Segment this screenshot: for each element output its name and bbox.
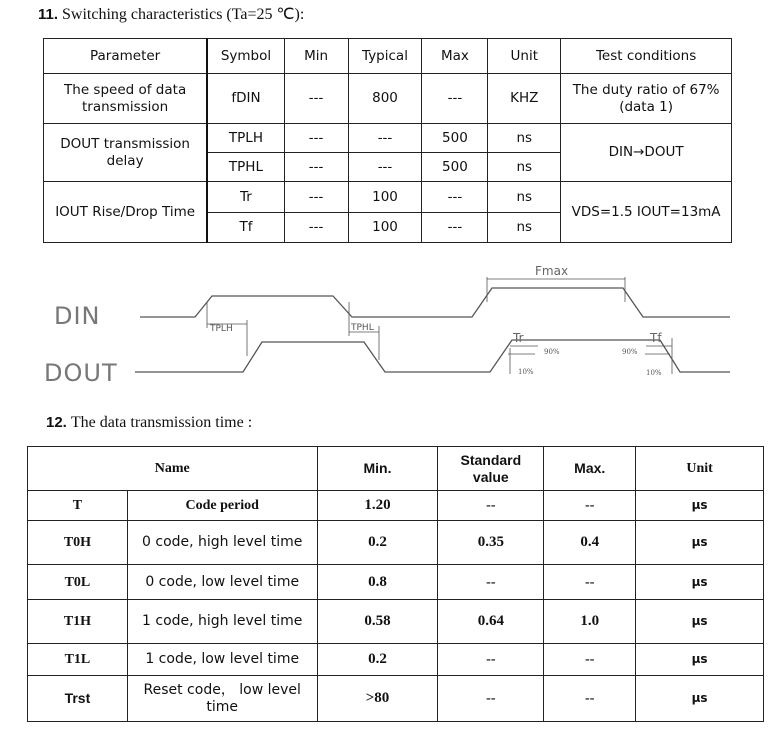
col-min: Min (284, 39, 348, 74)
typ-cell: --- (348, 153, 422, 182)
col-max: Max. (544, 447, 636, 491)
param-cell: DOUT transmission delay (44, 124, 208, 182)
unit-cell: μs (636, 676, 764, 722)
symbol-cell: T0H (28, 521, 128, 565)
col-unit: Unit (488, 39, 561, 74)
unit-cell: μs (636, 565, 764, 600)
max-cell: --- (422, 213, 488, 243)
min-cell: 1.20 (317, 491, 438, 521)
data-transmission-time-table (27, 446, 764, 722)
timing-diagram (40, 262, 740, 387)
std-cell: -- (438, 491, 544, 521)
typ-cell: 800 (348, 74, 422, 124)
din-label: DIN (54, 302, 101, 330)
table-row (44, 124, 732, 153)
typ-cell: 100 (348, 182, 422, 213)
header-row (44, 39, 732, 74)
min-cell: --- (284, 182, 348, 213)
unit-cell: ns (488, 124, 561, 153)
std-cell: -- (438, 644, 544, 676)
unit-cell: μs (636, 600, 764, 644)
col-min: Min. (317, 447, 438, 491)
desc-cell: Code period (127, 491, 317, 521)
table-row (28, 565, 764, 600)
unit-cell: KHZ (488, 74, 561, 124)
max-cell: -- (544, 676, 636, 722)
col-test-conditions: Test conditions (561, 39, 732, 74)
min-cell: --- (284, 124, 348, 153)
col-name: Name (28, 447, 318, 491)
dout-label: DOUT (44, 359, 118, 387)
max-cell: -- (544, 491, 636, 521)
unit-cell: μs (636, 521, 764, 565)
cond-cell: VDS=1.5 IOUT=13mA (561, 182, 732, 243)
std-cell: 0.64 (438, 600, 544, 644)
col-standard: Standard value (438, 447, 544, 491)
desc-cell: 1 code, high level time (127, 600, 317, 644)
tf-90-label: 90% (622, 348, 638, 356)
min-cell: 0.8 (317, 565, 438, 600)
max-cell: 500 (422, 124, 488, 153)
max-cell: -- (544, 644, 636, 676)
std-cell: -- (438, 565, 544, 600)
tf-10-label: 10% (646, 369, 662, 377)
symbol-cell: T1H (28, 600, 128, 644)
col-unit: Unit (636, 447, 764, 491)
symbol-cell: T0L (28, 565, 128, 600)
min-cell: --- (284, 213, 348, 243)
tplh-label: TPLH (210, 324, 233, 334)
max-cell: --- (422, 74, 488, 124)
table-row (28, 676, 764, 722)
table-row (44, 74, 732, 124)
min-cell: 0.2 (317, 644, 438, 676)
section-11-heading (38, 4, 304, 24)
tr-10-label: 10% (518, 368, 534, 376)
cond-cell: DIN→DOUT (561, 124, 732, 182)
din-waveform (140, 288, 730, 317)
table-row (28, 521, 764, 565)
min-cell: --- (284, 153, 348, 182)
symbol-cell: Tr (207, 182, 284, 213)
min-cell: 0.58 (317, 600, 438, 644)
unit-cell: μs (636, 644, 764, 676)
tphl-label: TPHL (351, 323, 374, 333)
header-row (28, 447, 764, 491)
tf-label: Tf (650, 331, 662, 345)
max-cell: 0.4 (544, 521, 636, 565)
max-cell: 1.0 (544, 600, 636, 644)
std-cell: -- (438, 676, 544, 722)
symbol-cell: T (28, 491, 128, 521)
param-cell: IOUT Rise/Drop Time (44, 182, 208, 243)
desc-cell: Reset code， low level time (127, 676, 317, 722)
symbol-cell: TPLH (207, 124, 284, 153)
tr-label: Tr (513, 331, 524, 345)
symbol-cell: fDIN (207, 74, 284, 124)
symbol-cell: Tf (207, 213, 284, 243)
symbol-cell: Trst (28, 676, 128, 722)
min-cell: --- (284, 74, 348, 124)
desc-cell: 1 code, low level time (127, 644, 317, 676)
col-symbol: Symbol (207, 39, 284, 74)
cond-cell: The duty ratio of 67% (data 1) (561, 74, 732, 124)
section-11-number: 11. (38, 6, 59, 23)
symbol-cell: TPHL (207, 153, 284, 182)
typ-cell: 100 (348, 213, 422, 243)
col-max: Max (422, 39, 488, 74)
std-cell: 0.35 (438, 521, 544, 565)
unit-cell: ns (488, 153, 561, 182)
min-cell: 0.2 (317, 521, 438, 565)
desc-cell: 0 code, high level time (127, 521, 317, 565)
section-12-number: 12. (46, 414, 67, 431)
unit-cell: μs (636, 491, 764, 521)
desc-cell: 0 code, low level time (127, 565, 317, 600)
symbol-cell: T1L (28, 644, 128, 676)
max-cell: --- (422, 182, 488, 213)
unit-cell: ns (488, 213, 561, 243)
dout-waveform (135, 340, 730, 372)
table-row (28, 644, 764, 676)
param-cell: The speed of data transmission (44, 74, 208, 124)
unit-cell: ns (488, 182, 561, 213)
max-cell: -- (544, 565, 636, 600)
switching-characteristics-table (43, 38, 732, 243)
min-cell: >80 (317, 676, 438, 722)
table-row (44, 182, 732, 213)
table-row (28, 600, 764, 644)
section-12-heading (46, 414, 252, 432)
section-11-title: Switching characteristics (Ta=25 ℃): (62, 6, 305, 23)
fmax-label: Fmax (535, 264, 569, 278)
max-cell: 500 (422, 153, 488, 182)
tr-90-label: 90% (544, 348, 560, 356)
typ-cell: --- (348, 124, 422, 153)
section-12-title: The data transmission time : (70, 414, 253, 431)
table-row (28, 491, 764, 521)
col-typical: Typical (348, 39, 422, 74)
col-parameter: Parameter (44, 39, 208, 74)
